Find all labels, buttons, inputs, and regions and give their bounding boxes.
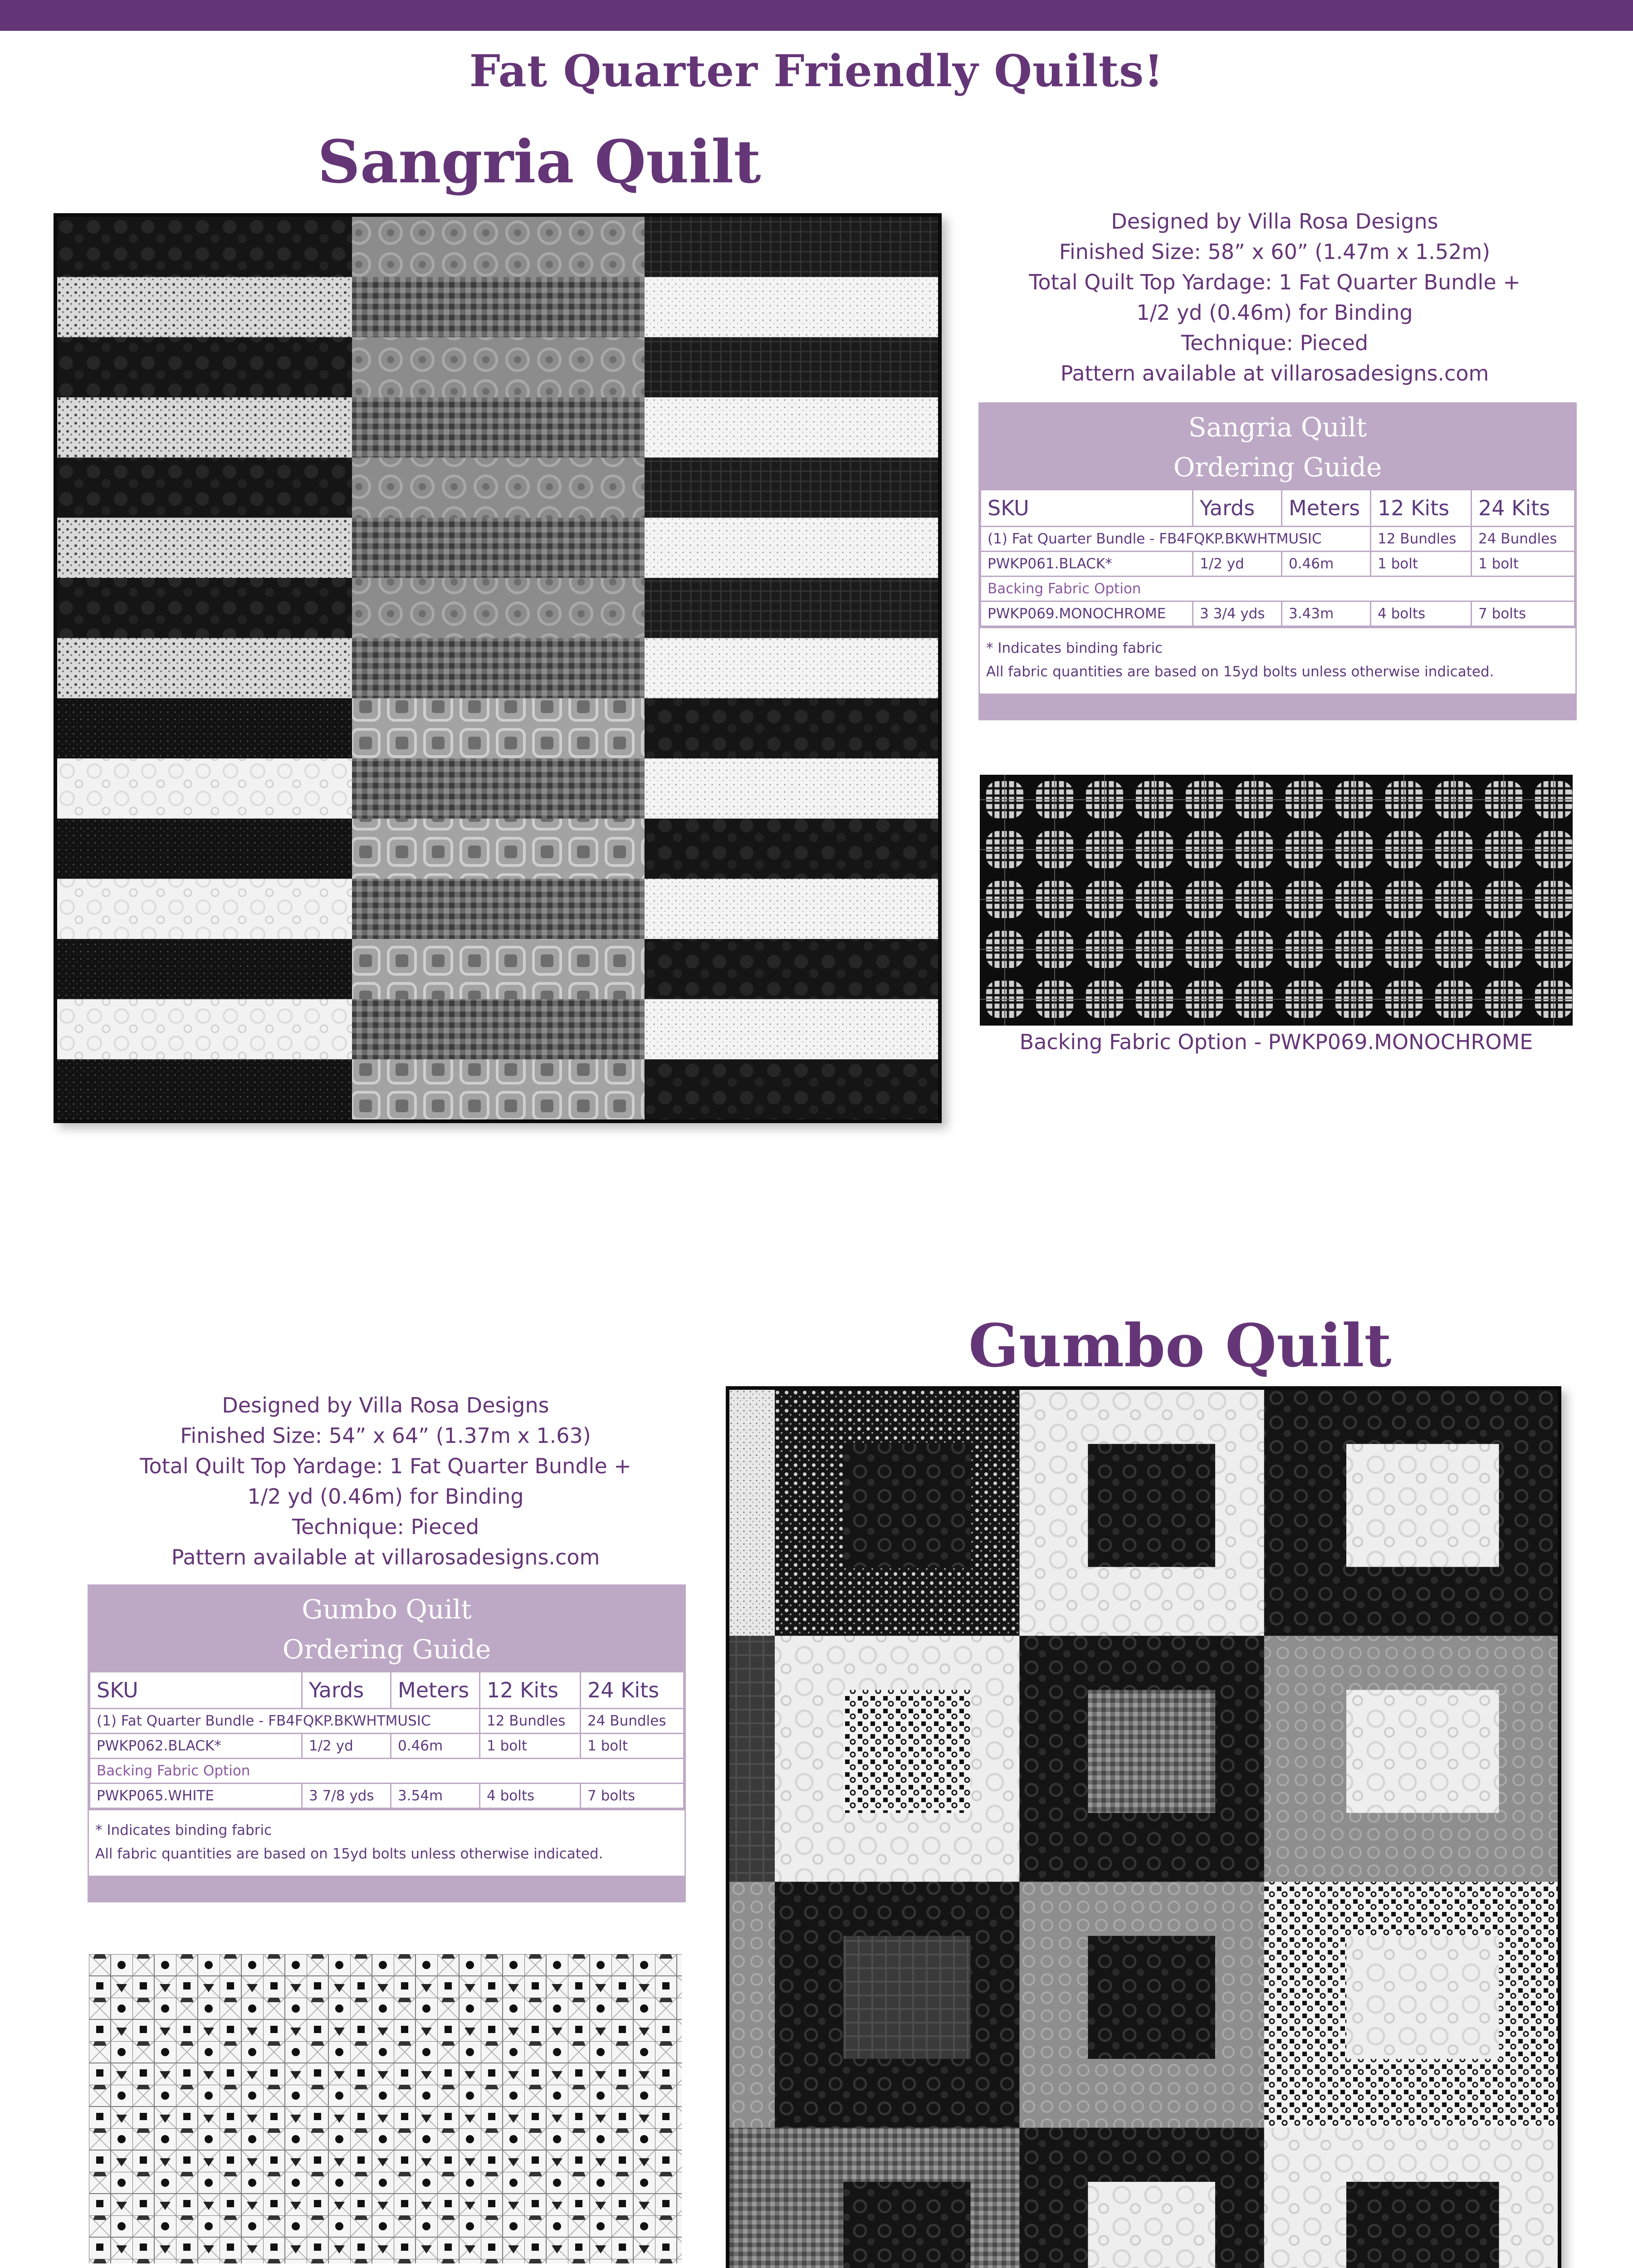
gumbo-info	[82, 1390, 689, 1573]
table-cell: PWKP061.BLACK*	[981, 552, 1193, 577]
quilt-strip	[57, 337, 352, 398]
quilt-block	[729, 2128, 775, 2268]
quilt-strip	[352, 337, 645, 398]
table-cell: PWKP069.MONOCHROME	[981, 601, 1193, 626]
col-12-kits: 12 Kits	[480, 1672, 581, 1709]
quilt-strip	[352, 578, 645, 639]
quilt-strip	[57, 698, 352, 759]
table-row	[981, 552, 1575, 577]
gumbo-guide-title: Gumbo Quilt	[302, 1594, 472, 1625]
quilt-strip	[645, 578, 938, 639]
sangria-quilt-image	[54, 213, 942, 1123]
sangria-backing-swatch	[980, 775, 1573, 1026]
quilt-block-center	[1346, 1936, 1499, 2059]
gumbo-technique: Technique: Pieced	[292, 1515, 479, 1539]
table-cell: 3.43m	[1282, 601, 1371, 626]
table-cell: (1) Fat Quarter Bundle - FB4FQKP.BKWHTMUSIC	[981, 527, 1371, 552]
quilt-block-center	[1346, 1690, 1499, 1813]
table-row	[981, 601, 1575, 626]
sangria-backing-caption: Backing Fabric Option - PWKP069.MONOCHROME	[1019, 1030, 1533, 1054]
sangria-guide-title: Sangria Quilt	[1188, 412, 1367, 443]
table-cell: 7 bolts	[581, 1784, 684, 1809]
table-row	[90, 1709, 684, 1734]
quantity-note: All fabric quantities are based on 15yd bolts unless otherwise indicated.	[986, 664, 1494, 680]
table-cell: 0.46m	[1282, 552, 1371, 577]
binding-note: * Indicates binding fabric	[986, 640, 1163, 656]
quilt-strip	[352, 758, 645, 819]
sangria-guide-header	[980, 404, 1575, 489]
gumbo-guide-table	[89, 1671, 684, 1809]
quilt-strip	[57, 397, 352, 458]
col-meters: Meters	[391, 1672, 480, 1709]
quilt-strip	[352, 698, 645, 759]
col-sku: SKU	[981, 490, 1193, 527]
quilt-strip	[645, 397, 938, 458]
col-meters: Meters	[1282, 490, 1371, 527]
quilt-strip	[352, 217, 645, 278]
quilt-strip	[57, 879, 352, 939]
table-row	[981, 527, 1575, 552]
sangria-ordering-guide	[978, 402, 1577, 720]
table-cell: 1/2 yd	[1193, 552, 1282, 577]
table-header-row	[981, 490, 1575, 527]
quilt-strip	[57, 578, 352, 639]
table-cell: 3.54m	[391, 1784, 480, 1809]
quilt-strip	[645, 217, 938, 278]
quilt-block-center	[1088, 1936, 1215, 2059]
quilt-strip	[352, 879, 645, 939]
table-cell: 1 bolt	[581, 1734, 684, 1759]
quilt-block-center	[1088, 1444, 1215, 1567]
quilt-strip	[352, 939, 645, 1000]
col-12-kits: 12 Kits	[1371, 490, 1472, 527]
guide-footer-bar	[980, 694, 1575, 719]
table-row	[981, 577, 1575, 601]
sangria-designer: Designed by Villa Rosa Designs	[1111, 209, 1438, 234]
quilt-block-center	[843, 1690, 970, 1813]
quilt-strip	[645, 819, 938, 880]
sangria-yardage: Total Quilt Top Yardage: 1 Fat Quarter Bundle +	[1029, 270, 1521, 294]
table-cell: 4 bolts	[480, 1784, 581, 1809]
table-cell: 1 bolt	[1472, 552, 1575, 577]
quilt-strip	[57, 217, 352, 278]
quilt-block	[729, 1636, 775, 1882]
sangria-info	[971, 206, 1579, 389]
table-cell: 12 Bundles	[480, 1709, 581, 1734]
gumbo-title: Gumbo Quilt	[968, 1311, 1392, 1380]
quilt-strip	[57, 1059, 352, 1119]
gumbo-backing-swatch	[89, 1954, 682, 2263]
quilt-strip	[57, 458, 352, 518]
quilt-block-center	[1088, 2182, 1215, 2268]
gumbo-guide-header	[89, 1586, 684, 1671]
gumbo-quilt-image	[726, 1386, 1561, 2268]
gumbo-pattern-link[interactable]: Pattern available at villarosadesigns.com	[171, 1545, 600, 1569]
quilt-strip	[57, 638, 352, 699]
quilt-block-center	[843, 1936, 970, 2059]
table-row	[90, 1784, 684, 1809]
sangria-guide-table	[980, 489, 1575, 627]
table-header-row	[90, 1672, 684, 1709]
table-cell: PWKP065.WHITE	[90, 1784, 302, 1809]
table-cell: PWKP062.BLACK*	[90, 1734, 302, 1759]
table-cell: 24 Bundles	[1472, 527, 1575, 552]
sangria-technique: Technique: Pieced	[1181, 331, 1369, 355]
binding-note: * Indicates binding fabric	[95, 1822, 272, 1838]
quilt-strip	[352, 999, 645, 1060]
sangria-title: Sangria Quilt	[318, 127, 761, 196]
quilt-block	[729, 1882, 775, 2128]
sangria-binding: 1/2 yd (0.46m) for Binding	[1136, 300, 1413, 325]
quilt-strip	[645, 337, 938, 398]
quilt-strip	[645, 999, 938, 1060]
table-cell: 0.46m	[391, 1734, 480, 1759]
quilt-strip	[352, 397, 645, 458]
quilt-block-center	[1346, 1444, 1499, 1567]
table-cell: 1/2 yd	[302, 1734, 391, 1759]
quilt-strip	[57, 999, 352, 1060]
quilt-strip	[645, 1059, 938, 1119]
sangria-notes	[980, 627, 1575, 694]
sangria-finished-size: Finished Size: 58” x 60” (1.47m x 1.52m)	[1059, 240, 1491, 264]
page-title: Fat Quarter Friendly Quilts!	[469, 45, 1164, 97]
table-cell: (1) Fat Quarter Bundle - FB4FQKP.BKWHTMUSIC	[90, 1709, 480, 1734]
table-cell: 1 bolt	[480, 1734, 581, 1759]
gumbo-designer: Designed by Villa Rosa Designs	[222, 1393, 549, 1418]
quilt-strip	[352, 1059, 645, 1119]
col-24-kits: 24 Kits	[581, 1672, 684, 1709]
gumbo-yardage: Total Quilt Top Yardage: 1 Fat Quarter Bundle +	[140, 1454, 631, 1478]
quilt-strip	[645, 638, 938, 699]
quilt-strip	[57, 819, 352, 880]
gumbo-ordering-guide	[88, 1584, 686, 1902]
table-cell: 1 bolt	[1371, 552, 1472, 577]
quilt-strip	[352, 277, 645, 338]
sangria-guide-subtitle: Ordering Guide	[1173, 452, 1382, 483]
quilt-strip	[645, 698, 938, 759]
quilt-block-center	[1346, 2182, 1499, 2268]
table-cell: 24 Bundles	[581, 1709, 684, 1734]
quilt-strip	[352, 638, 645, 699]
sangria-pattern-link[interactable]: Pattern available at villarosadesigns.com	[1060, 361, 1489, 386]
col-yards: Yards	[1193, 490, 1282, 527]
col-24-kits: 24 Kits	[1472, 490, 1575, 527]
table-row	[90, 1759, 684, 1784]
table-cell: 3 7/8 yds	[302, 1784, 391, 1809]
quilt-strip	[57, 758, 352, 819]
gumbo-notes	[89, 1809, 684, 1876]
gumbo-guide-subtitle: Ordering Guide	[282, 1634, 491, 1665]
quilt-block-center	[843, 1444, 970, 1567]
quilt-strip	[645, 758, 938, 819]
guide-footer-bar	[89, 1876, 684, 1901]
quilt-strip	[352, 819, 645, 880]
quilt-strip	[352, 458, 645, 518]
quilt-block-center	[1088, 1690, 1215, 1813]
quilt-block	[729, 1390, 775, 1636]
quilt-strip	[645, 518, 938, 578]
quilt-strip	[57, 939, 352, 1000]
gumbo-binding: 1/2 yd (0.46m) for Binding	[247, 1484, 524, 1509]
quilt-strip	[645, 458, 938, 518]
quantity-note: All fabric quantities are based on 15yd bolts unless otherwise indicated.	[95, 1846, 603, 1862]
table-cell: 12 Bundles	[1371, 527, 1472, 552]
col-yards: Yards	[302, 1672, 391, 1709]
table-cell: 4 bolts	[1371, 601, 1472, 626]
col-sku: SKU	[90, 1672, 302, 1709]
quilt-strip	[645, 939, 938, 1000]
quilt-strip	[645, 879, 938, 939]
gumbo-finished-size: Finished Size: 54” x 64” (1.37m x 1.63)	[180, 1423, 591, 1448]
table-cell: 3 3/4 yds	[1193, 601, 1282, 626]
top-banner	[0, 0, 1633, 31]
quilt-strip	[57, 518, 352, 578]
table-row	[90, 1734, 684, 1759]
quilt-strip	[57, 277, 352, 338]
backing-section-label: Backing Fabric Option	[90, 1759, 684, 1784]
backing-section-label: Backing Fabric Option	[981, 577, 1575, 601]
quilt-strip	[645, 277, 938, 338]
quilt-strip	[352, 518, 645, 578]
table-cell: 7 bolts	[1472, 601, 1575, 626]
quilt-block-center	[843, 2182, 970, 2268]
